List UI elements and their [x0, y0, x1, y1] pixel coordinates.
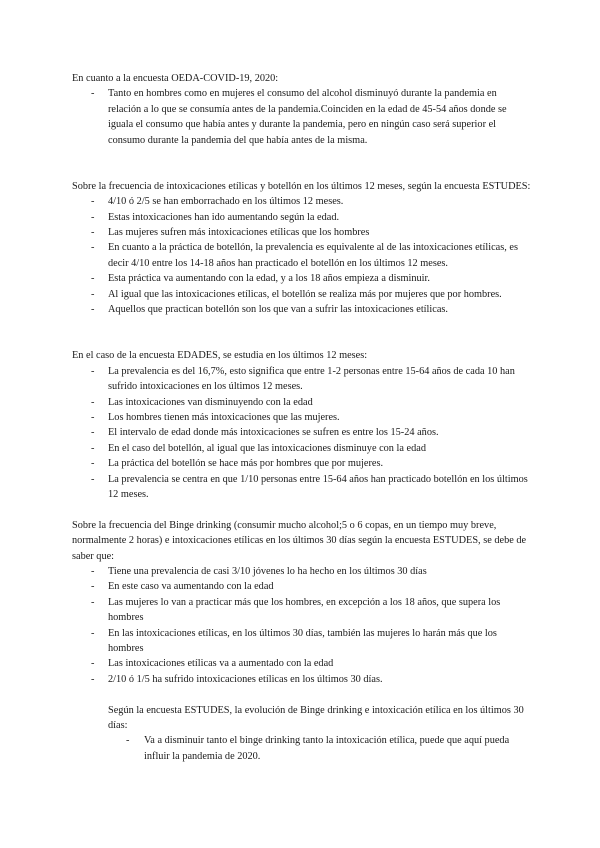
- list-item: - La prevalencia es del 16,7%, esto significa que entre 1-2 personas entre 15-64 años de cada 10 han sufrido intoxicaciones en los últimos 12 meses.: [108, 364, 532, 395]
- list-item: - Aquellos que practican botellón son los que van a sufrir las intoxicaciones etílicas.: [108, 302, 532, 317]
- section-estudes-heading: Sobre la frecuencia de intoxicaciones etílicas y botellón en los últimos 12 meses, según la encuesta ESTUDES:: [72, 180, 531, 192]
- list-item: - Tiene una prevalencia de casi 3/10 jóvenes lo ha hecho en los últimos 30 días: [108, 564, 532, 579]
- list-item: - Estas intoxicaciones han ido aumentando según la edad.: [108, 210, 532, 225]
- spacer: [72, 317, 532, 348]
- list-item: - 4/10 ó 2/5 se han emborrachado en los últimos 12 meses.: [108, 194, 532, 209]
- list-item: - Tanto en hombres como en mujeres el consumo del alcohol disminuyó durante la pandemia en relación a lo que se consumía antes de la pandemia.Coinciden en la edad de 45-54 años donde se iguala el consumo que había antes y durante la pandemia, pero en ningún caso será superior el consumo durante la pandemia del que había antes de la misma.: [108, 86, 532, 148]
- list-item: - En el caso del botellón, al igual que las intoxicaciones disminuye con la edad: [108, 441, 532, 456]
- section-evolution-list: [72, 733, 532, 764]
- list-item: - En cuanto a la práctica de botellón, la prevalencia es equivalente al de las intoxicaciones etílicas, es decir 4/10 entre los 14-18 años han practicado el botellón en los últimos 12 meses.: [108, 240, 532, 271]
- list-item: - El intervalo de edad donde más intoxicaciones se sufren es entre los 15-24 años.: [108, 425, 532, 440]
- section-binge: [72, 518, 532, 687]
- list-item: - Va a disminuir tanto el binge drinking tanto la intoxicación etílica, puede que aquí pueda influir la pandemia de 2020.: [144, 733, 532, 764]
- list-item: - La prevalencia se centra en que 1/10 personas entre 15-64 años han practicado botellón en los últimos 12 meses.: [108, 472, 532, 503]
- section-oeda: [72, 71, 532, 148]
- spacer: [72, 148, 532, 179]
- section-estudes-list: [72, 194, 532, 317]
- section-oeda-heading: En cuanto a la encuesta OEDA-COVID-19, 2020:: [72, 73, 279, 84]
- section-edades-heading: En el caso de la encuesta EDADES, se estudia en los últimos 12 meses:: [72, 350, 368, 362]
- section-edades-list: [72, 364, 532, 503]
- section-binge-list: [72, 564, 532, 687]
- list-item: - La práctica del botellón se hace más por hombres que por mujeres.: [108, 456, 532, 471]
- list-item: - Al igual que las intoxicaciones etílicas, el botellón se realiza más por mujeres que por hombres.: [108, 287, 532, 302]
- section-oeda-list: [72, 86, 532, 148]
- list-item: - En las intoxicaciones etílicas, en los últimos 30 días, también las mujeres lo harán más que los hombres: [108, 626, 532, 657]
- section-evolution: [72, 703, 532, 765]
- list-item: - 2/10 ó 1/5 ha sufrido intoxicaciones etílicas en los últimos 30 días.: [108, 672, 532, 687]
- list-item: - Las intoxicaciones etílicas va a aumentado con la edad: [108, 656, 532, 671]
- section-evolution-heading: Según la encuesta ESTUDES, la evolución de Binge drinking e intoxicación etílica en los últimos 30 días:: [108, 704, 524, 731]
- list-item: - Las intoxicaciones van disminuyendo con la edad: [108, 395, 532, 410]
- list-item: - En este caso va aumentando con la edad: [108, 579, 532, 594]
- list-item: - Los hombres tienen más intoxicaciones que las mujeres.: [108, 410, 532, 425]
- list-item: - Las mujeres lo van a practicar más que los hombres, en excepción a los 18 años, que supera los hombres: [108, 595, 532, 626]
- spacer: [72, 687, 532, 702]
- section-estudes: [72, 179, 532, 318]
- list-item: - Esta práctica va aumentando con la edad, y a los 18 años empieza a disminuir.: [108, 271, 532, 286]
- spacer: [72, 502, 532, 517]
- list-item: - Las mujeres sufren más intoxicaciones etílicas que los hombres: [108, 225, 532, 240]
- section-binge-heading: Sobre la frecuencia del Binge drinking (consumir mucho alcohol;5 o 6 copas, en un tiempo muy breve, normalmente 2 horas) e intoxicaciones etílicas en los últimos 30 días según la encuesta ESTUDES, se debe de saber que:: [72, 519, 527, 562]
- document-body: [72, 71, 532, 764]
- section-edades: [72, 348, 532, 502]
